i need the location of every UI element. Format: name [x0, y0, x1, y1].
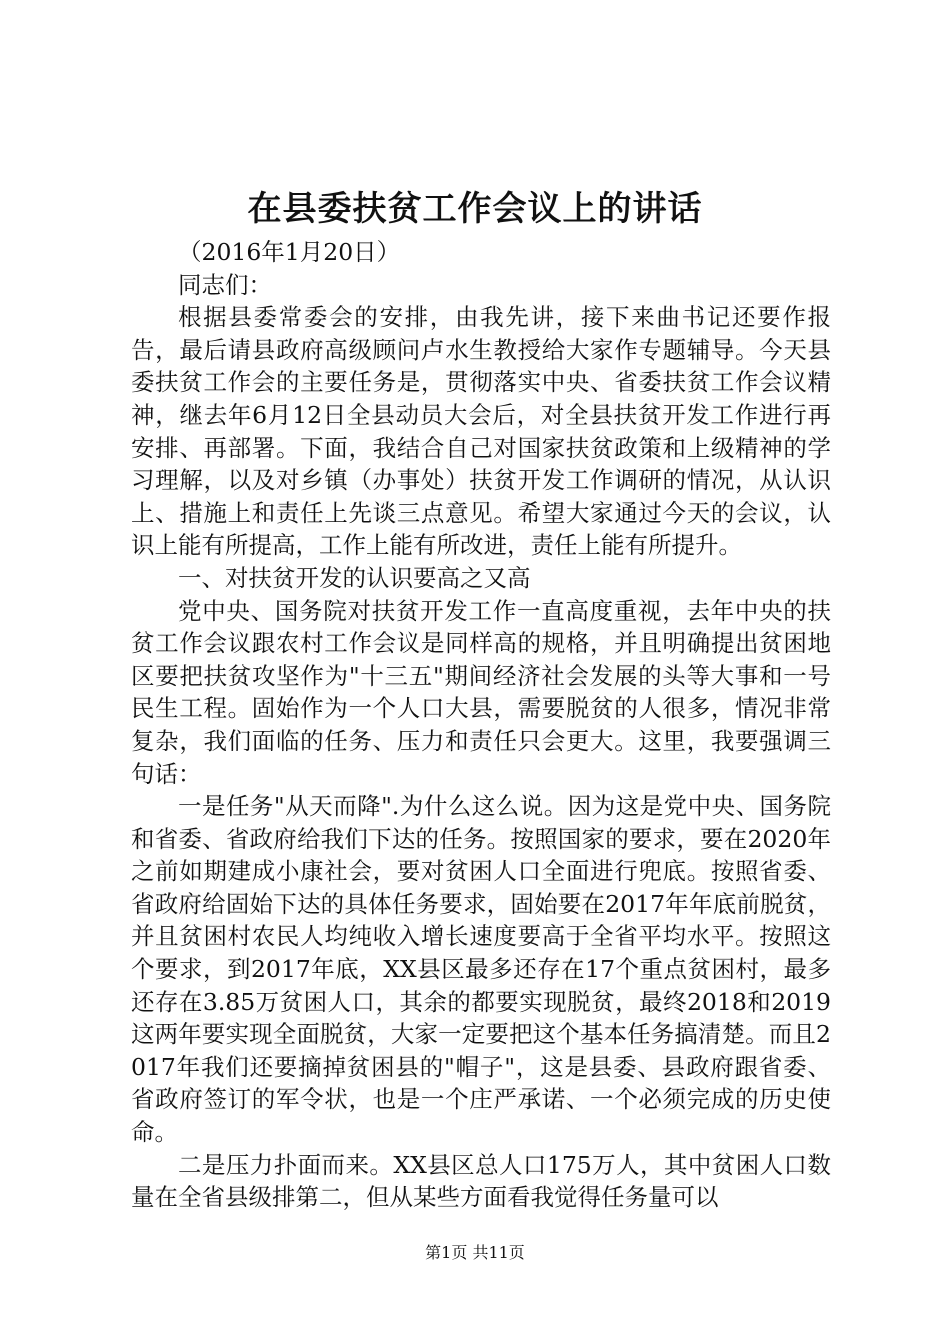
paragraph-point-2: 二是压力扑面而来。XX县区总人口175万人，其中贫困人口数量在全省县级排第二，但从某些方面看我觉得任务量可以	[131, 1150, 831, 1212]
document-body	[131, 236, 831, 1214]
paragraph-point-1: 一是任务"从天而降".为什么这么说。因为这是党中央、国务院和省委、省政府给我们下达的任务。按照国家的要求，要在2020年之前如期建成小康社会，要对贫困人口全面进行兜底。按照省委、省政府给固始下达的具体任务要求，固始要在2017年年底前脱贫，并且贫困村农民人均纯收入增长速度要高于全省平均水平。按照这个要求，到2017年底，XX县区最多还存在17个重点贫困村，最多还存在3.85万贫困人口，其余的都要实现脱贫，最终2018和2019这两年要实现全面脱贫，大家一定要把这个基本任务搞清楚。而且2017年我们还要摘掉贫困县的"帽子"，这是县委、县政府跟省委、省政府签订的军令状，也是一个庄严承诺、一个必须完成的历史使命。	[131, 792, 831, 1147]
section-heading-1: 一、对扶贫开发的认识要高之又高	[178, 563, 531, 592]
speech-date: （2016年1月20日）	[178, 238, 401, 266]
page-number: 第1页 共11页	[425, 1243, 525, 1262]
document-title: 在县委扶贫工作会议上的讲话	[247, 189, 703, 229]
paragraph-intro: 根据县委常委会的安排，由我先讲，接下来曲书记还要作报告，最后请县政府高级顾问卢水生教授给大家作专题辅导。今天县委扶贫工作会的主要任务是，贯彻落实中央、省委扶贫工作会议精神，继去年6月12日全县动员大会后，对全县扶贫开发工作进行再安排、再部署。下面，我结合自己对国家扶贫政策和上级精神的学习理解，以及对乡镇（办事处）扶贫开发工作调研的情况，从认识上、措施上和责任上先谈三点意见。希望大家通过今天的会议，认识上能有所提高，工作上能有所改进，责任上能有所提升。	[131, 303, 831, 560]
greeting: 同志们：	[178, 270, 272, 299]
paragraph-section-1: 党中央、国务院对扶贫开发工作一直高度重视，去年中央的扶贫工作会议跟农村工作会议是同样高的规格，并且明确提出贫困地区要把扶贫攻坚作为"十三五"期间经济社会发展的头等大事和一号民生工程。固始作为一个人口大县，需要脱贫的人很多，情况非常复杂，我们面临的任务、压力和责任只会更大。这里，我要强调三句话：	[131, 596, 831, 788]
